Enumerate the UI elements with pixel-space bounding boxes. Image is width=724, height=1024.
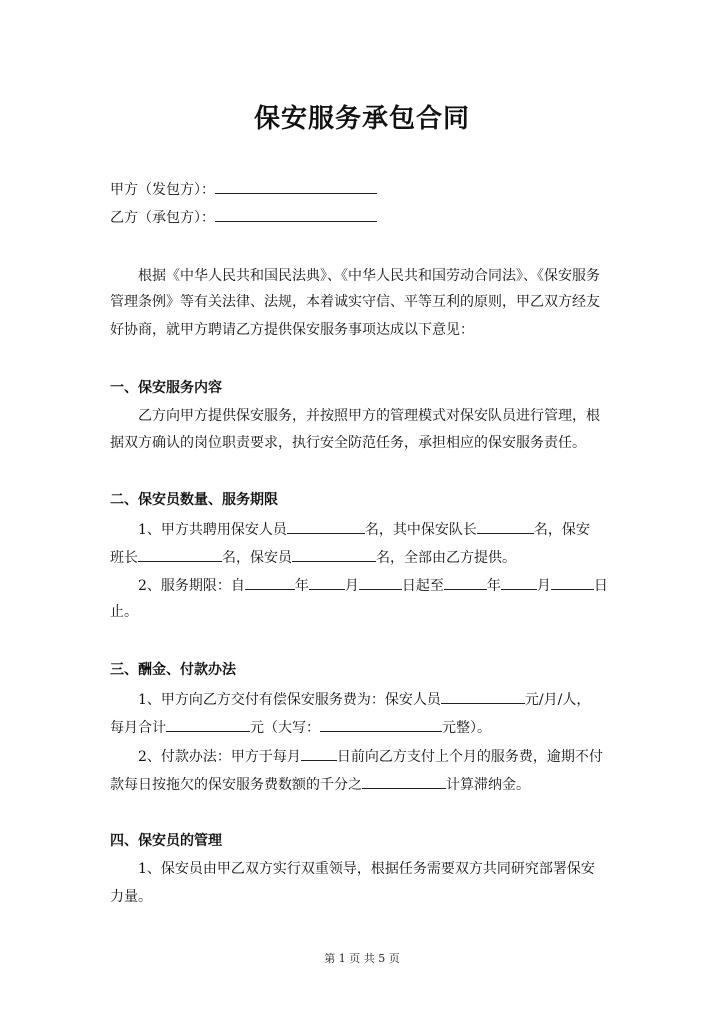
party-a-label: 甲方（发包方）： xyxy=(110,182,215,198)
text-segment: 元（大写： xyxy=(250,720,320,736)
section3-line xyxy=(110,773,630,795)
text-segment: 元整）。 xyxy=(442,720,491,736)
section-heading: 一、保安服务内容 xyxy=(110,380,222,396)
section2-line xyxy=(110,574,658,596)
text-segment: 每月合计 xyxy=(110,720,166,736)
section3-line xyxy=(110,688,658,710)
text-segment: 2、服务期限：自 xyxy=(138,578,245,594)
fill-blank xyxy=(477,518,534,534)
section1-line: 乙方向甲方提供保安服务，并按照甲方的管理模式对保安队员进行管理，根 xyxy=(138,408,600,424)
fill-blank xyxy=(138,546,222,562)
fill-blank xyxy=(362,773,446,789)
text-segment: 款每日按拖欠的保安服务费数额的千分之 xyxy=(110,777,362,793)
text-segment: 月 xyxy=(344,578,359,594)
party-b-label: 乙方（承包方）： xyxy=(110,210,215,226)
section2-line: 止。 xyxy=(110,604,138,620)
party-b-blank xyxy=(215,206,377,222)
section1-line: 据双方确认的岗位职责要求，执行安全防范任务，承担相应的保安服务责任。 xyxy=(110,435,586,451)
text-segment: 月 xyxy=(536,578,551,594)
text-segment: 1、甲方向乙方交付有偿保安服务费为：保安人员 xyxy=(138,692,441,708)
party-b-line xyxy=(110,206,630,228)
preamble-line: 根据《中华人民共和国民法典》、《中华人民共和国劳动合同法》、《保安服务 xyxy=(138,268,600,284)
text-segment: 班长 xyxy=(110,550,138,566)
text-segment: 日前向乙方支付上个月的服务费，逾期不付 xyxy=(336,749,603,765)
party-a-line xyxy=(110,178,630,200)
text-segment: 计算滞纳金。 xyxy=(446,777,530,793)
fill-blank xyxy=(287,518,365,534)
text-segment: 1、甲方共聘用保安人员 xyxy=(138,522,287,538)
party-a-blank xyxy=(215,178,377,194)
fill-blank xyxy=(444,574,487,590)
fill-blank xyxy=(166,716,250,732)
section3-line xyxy=(110,716,630,738)
preamble-line: 好协商，就甲方聘请乙方提供保安服务事项达成以下意见： xyxy=(110,322,474,338)
text-segment: 元/月/人， xyxy=(524,692,591,708)
section2-line xyxy=(110,546,630,568)
fill-blank xyxy=(301,745,337,761)
text-segment: 日 xyxy=(593,578,608,594)
section-heading: 三、酬金、付款办法 xyxy=(110,662,236,678)
text-segment: 名，保安 xyxy=(533,522,590,538)
fill-blank xyxy=(320,716,442,732)
fill-blank xyxy=(441,688,525,704)
fill-blank xyxy=(359,574,402,590)
document-title: 保安服务承包合同 xyxy=(253,104,470,134)
text-segment: 名，全部由乙方提供。 xyxy=(376,550,516,566)
fill-blank xyxy=(309,574,345,590)
text-segment: 年 xyxy=(486,578,501,594)
section2-line xyxy=(110,518,658,540)
section4-line: 1、保安员由甲乙双方实行双重领导，根据任务需要双方共同研究部署保安 xyxy=(138,861,595,877)
text-segment: 日起至 xyxy=(401,578,444,594)
section-heading: 四、保安员的管理 xyxy=(110,833,222,849)
text-segment: 2、付款办法：甲方于每月 xyxy=(138,749,301,765)
section3-line xyxy=(110,745,658,767)
section-heading: 二、保安员数量、服务期限 xyxy=(110,492,278,508)
text-segment: 名，其中保安队长 xyxy=(364,522,477,538)
fill-blank xyxy=(245,574,295,590)
fill-blank xyxy=(292,546,376,562)
section4-line: 力量。 xyxy=(110,889,152,905)
preamble-line: 管理条例》等有关法律、法规，本着诚实守信、平等互利的原则，甲乙双方经友 xyxy=(110,294,600,310)
fill-blank xyxy=(551,574,594,590)
page-footer: 第 1 页 共 5 页 xyxy=(324,952,400,965)
fill-blank xyxy=(501,574,537,590)
text-segment: 年 xyxy=(294,578,309,594)
text-segment: 名，保安员 xyxy=(222,550,292,566)
